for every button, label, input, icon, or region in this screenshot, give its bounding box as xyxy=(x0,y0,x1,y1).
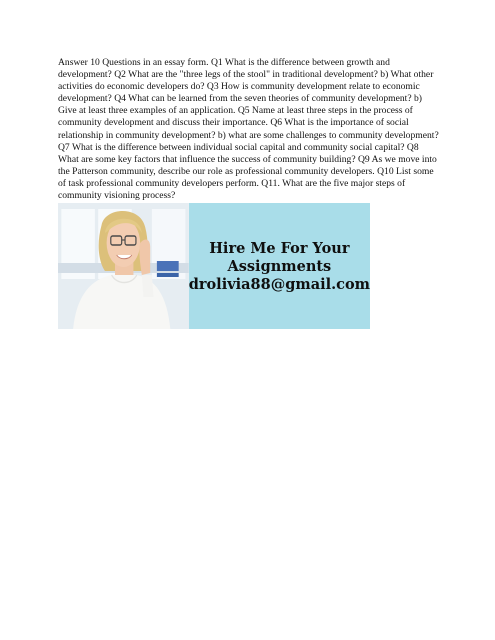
ad-headline-line2: Assignments xyxy=(227,258,332,275)
ad-email-link[interactable]: drolivia88@gmail.com xyxy=(188,276,370,293)
ad-headline-line1: Hire Me For Your xyxy=(209,240,350,257)
ad-text-panel xyxy=(189,203,370,329)
hire-me-ad-banner[interactable] xyxy=(58,203,370,329)
woman-with-glasses-photo xyxy=(58,203,189,329)
essay-questions-text: Answer 10 Questions in an essay form. Q1 What is the difference between growth and development? Q2 What are the "three legs of the stool" in traditional development? b) What other activities do economic developers do? Q3 How is community development relate to economic development? Q4 What can be learned from the seven theories of community development? b) Give at least three examples of an application. Q5 Name at least three steps in the process of community development and discuss their importance. Q6 What is the importance of social relationship in community development? b) what are some challenges to community development? Q7 What is the difference between individual social capital and community social capital? Q8 What are some key factors that influence the success of community building? Q9 As we move into the Patterson community, describe our role as professional community developers. Q10 List some of task professional community developers perform. Q11. What are the five major steps of community visioning process? xyxy=(58,57,439,202)
